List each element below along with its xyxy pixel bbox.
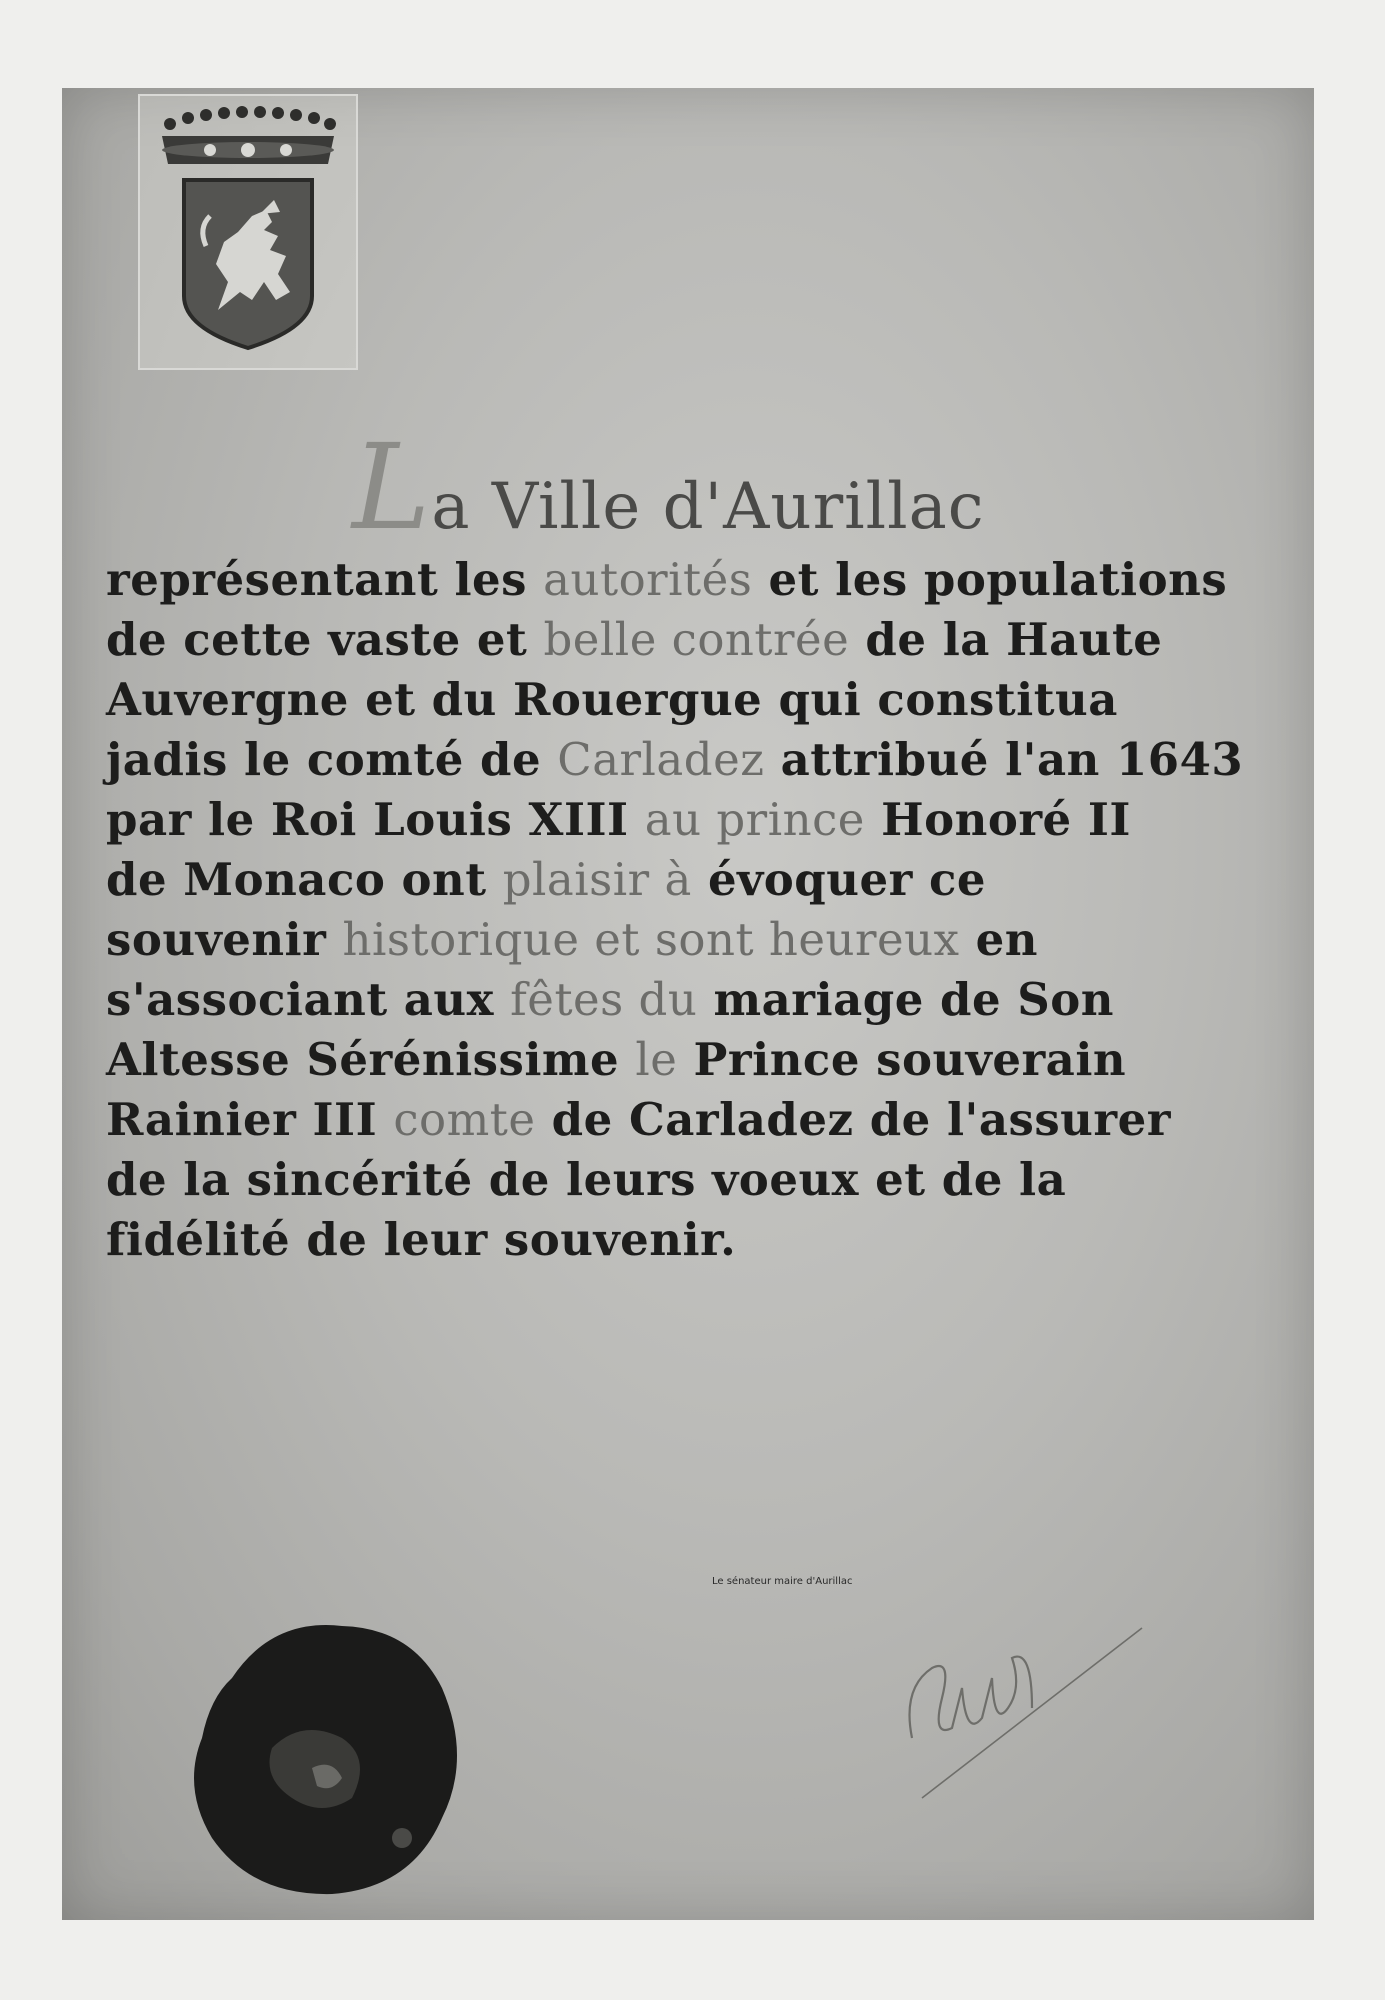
body-text: s'associant aux — [106, 973, 511, 1026]
body-text: en — [959, 913, 1038, 966]
faded-text: fêtes du — [510, 973, 698, 1026]
body-text: de la sincérité de leurs voeux et de la — [106, 1153, 1067, 1206]
body-line — [106, 790, 1296, 850]
body-text: et les populations — [752, 553, 1228, 606]
document-photo — [62, 88, 1314, 1920]
body-text: par le Roi Louis XIII — [106, 793, 645, 846]
body-text: Honoré II — [864, 793, 1131, 846]
faded-text: historique et sont heureux — [342, 913, 960, 966]
body-line — [106, 970, 1296, 1030]
body-text: jadis le comté de — [106, 733, 558, 786]
body-text: souvenir — [106, 913, 343, 966]
body-text: Prince souverain — [677, 1033, 1127, 1086]
body-text: Auvergne et du Rouergue qui constitua — [106, 673, 1118, 726]
body-line — [106, 1150, 1296, 1210]
body-line — [106, 1030, 1296, 1090]
body-line — [106, 910, 1296, 970]
faded-text: Carladez — [557, 733, 765, 786]
body-text: attribué l'an 1643 — [764, 733, 1244, 786]
document-body — [106, 550, 1296, 1270]
body-text: de cette vaste et — [106, 613, 544, 666]
wax-seal — [172, 1598, 492, 1918]
faded-text: plaisir à — [502, 853, 692, 906]
faded-text: autorités — [543, 553, 753, 606]
body-line — [106, 730, 1296, 790]
body-text: Rainier III — [106, 1093, 394, 1146]
body-line — [106, 1210, 1296, 1270]
handwritten-signature — [882, 1588, 1182, 1818]
document-heading — [352, 418, 1152, 556]
body-text: fidélité de leur souvenir. — [106, 1213, 737, 1266]
body-text: représentant les — [106, 553, 544, 606]
faded-text: comte — [393, 1093, 536, 1146]
body-text: de Carladez de l'assurer — [535, 1093, 1171, 1146]
heading-rest: a Ville d'Aurillac — [431, 470, 985, 544]
crest-icon — [140, 96, 356, 368]
body-text: évoquer ce — [691, 853, 986, 906]
body-text: Altesse Sérénissime — [106, 1033, 636, 1086]
faded-text: le — [635, 1033, 678, 1086]
body-text: de Monaco ont — [106, 853, 503, 906]
faded-text: au prince — [644, 793, 865, 846]
body-text: mariage de Son — [697, 973, 1114, 1026]
coat-of-arms — [138, 94, 358, 370]
body-line — [106, 610, 1296, 670]
faded-text: belle contrée — [543, 613, 850, 666]
body-line — [106, 1090, 1296, 1150]
signature-caption: Le sénateur maire d'Aurillac — [712, 1576, 853, 1587]
body-line — [106, 670, 1296, 730]
body-line — [106, 550, 1296, 610]
body-text: de la Haute — [849, 613, 1163, 666]
body-line — [106, 850, 1296, 910]
heading-initial: L — [352, 418, 432, 556]
